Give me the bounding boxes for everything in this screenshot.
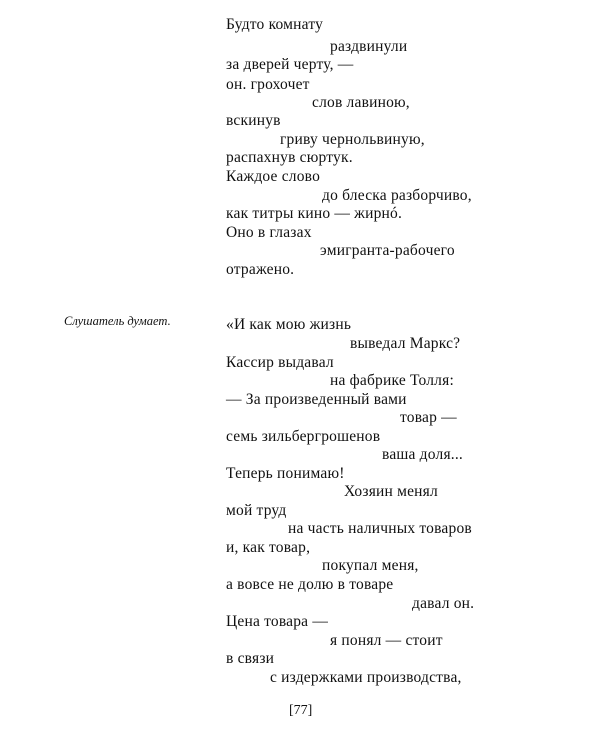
poem-line: давал он. [412,595,475,612]
poem-line: на фабрике Толля: [330,372,454,389]
poem-line: — За произведенный вами [226,391,407,408]
page-number: [77] [289,703,313,718]
poem-line: ваша доля... [382,446,464,463]
poem-line: покупал меня, [322,557,419,574]
poem-line: Цена товара — [226,613,329,630]
poem-line: слов лавиною, [312,94,410,111]
poem-line: «И как мою жизнь [226,316,352,333]
poem-line: за дверей черту, — [226,56,354,73]
poem-line: распахнув сюртук. [226,149,353,166]
poem-line: выведал Маркс? [350,335,461,352]
poem-line: он. грохочет [226,76,310,93]
poem-line: товар — [400,409,457,426]
poem-line: Будто комнату [226,16,324,33]
poem-line: я понял — стоит [330,632,443,649]
poem-line: эмигранта-рабочего [320,242,455,259]
poem-line: Оно в глазах [226,224,312,241]
poem-line: и, как товар, [226,539,311,556]
poem-line: семь зильбергрошенов [226,428,381,445]
poem-line: вскинув [226,112,281,129]
poem-line: Хозяин менял [344,483,438,500]
poem-line: Кассир выдавал [226,354,334,371]
poem-line: до блеска разборчиво, [322,187,472,204]
poem-line: Теперь понимаю! [226,465,345,482]
poem-line: раздвинули [330,38,408,55]
poem-line: Каждое слово [226,168,321,185]
poem-line: как титры кино — жирнó. [226,205,403,222]
poem-line: на часть наличных товаров [288,520,472,537]
poem-line: а вовсе не долю в товаре [226,576,394,593]
poem-line: мой труд [226,502,287,519]
poem-line: с издержками производства, [270,669,462,686]
margin-note: Слушатель думает. [64,314,171,328]
poem-line: в связи [226,650,275,667]
poem-line: отражено. [226,261,295,278]
poem-line: гриву чернольвиную, [280,131,425,148]
